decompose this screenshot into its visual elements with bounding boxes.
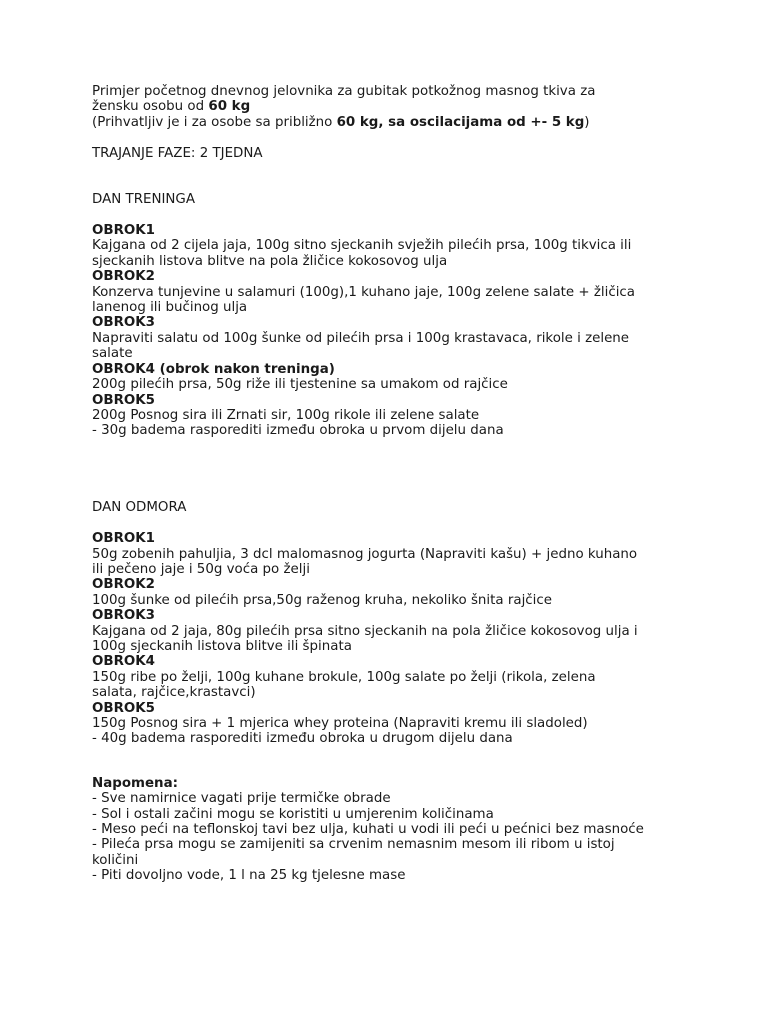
meal-label: OBROK4 (obrok nakon treninga) [92, 361, 335, 377]
notes-section [92, 776, 692, 884]
meal-text: sjeckanih listova blitve na pola žličice kokosovog ulja [92, 253, 448, 269]
spacer [92, 515, 692, 531]
intro-line-3-end: ) [584, 114, 590, 130]
note-item: količini [92, 852, 139, 868]
intro-weight-range: 60 kg, sa oscilacijama od +- 5 kg [336, 114, 585, 130]
meal-text: 50g zobenih pahuljia, 3 dcl malomasnog jogurta (Napraviti kašu) + jedno kuhano [92, 546, 638, 562]
spacer [92, 747, 692, 776]
rest-day-meals [92, 531, 692, 747]
meal-text: Konzerva tunjevine u salamuri (100g),1 kuhano jaje, 100g zelene salate + žličica [92, 284, 635, 300]
spacer [92, 207, 692, 223]
meal-label: OBROK2 [92, 269, 155, 285]
meal-text: 150g Posnog sira + 1 mjerica whey proteina (Napraviti kremu ili sladoled) [92, 716, 588, 731]
meal-text: 100g sjeckanih listova blitve ili špinata [92, 638, 352, 654]
meal-text: 100g šunke od pilećih prsa,50g raženog kruha, nekoliko šnita rajčice [92, 592, 552, 608]
document-body [92, 84, 692, 884]
rest-day-title: DAN ODMORA [92, 499, 187, 515]
note-item: - Piti dovoljno vode, 1 l na 25 kg tjelesne mase [92, 868, 406, 884]
meal-text: lanenog ili bučinog ulja [92, 300, 248, 316]
meal-text: 200g pilećih prsa, 50g riže ili tjestenine sa umakom od rajčice [92, 377, 508, 393]
meal-text: - 40g badema rasporediti između obroka u drugom dijelu dana [92, 731, 513, 747]
meal-text: salate [92, 346, 133, 362]
note-item: - Sve namirnice vagati prije termičke obrade [92, 791, 391, 807]
meal-label: OBROK5 [92, 700, 155, 716]
meal-label: OBROK5 [92, 392, 155, 408]
intro-line-3-text: (Prihvatljiv je i za osobe sa približno [92, 114, 337, 130]
intro-weight: 60 kg [208, 99, 251, 115]
meal-text: Napraviti salatu od 100g šunke od pilećih prsa i 100g krastavaca, rikole i zelene [92, 330, 630, 346]
note-item: - Pileća prsa mogu se zamijeniti sa crvenim nemasnim mesom ili ribom u istoj [92, 837, 615, 853]
meal-label: OBROK3 [92, 608, 155, 624]
meal-label: OBROK3 [92, 315, 155, 331]
intro-line-2 [92, 99, 692, 114]
intro-line-1: Primjer početnog dnevnog jelovnika za gubitak potkožnog masnog tkiva za [92, 84, 596, 99]
note-item: - Sol i ostali začini mogu se koristiti u umjerenim količinama [92, 806, 494, 822]
note-item: - Meso peći na teflonskoj tavi bez ulja, kuhati u vodi ili peći u pećnici bez masnoće [92, 822, 644, 838]
spacer [92, 439, 692, 500]
spacer [92, 130, 692, 146]
meal-text: 150g ribe po želji, 100g kuhane brokule, 100g salate po želji (rikola, zelena [92, 669, 596, 685]
training-day-title: DAN TRENINGA [92, 191, 195, 207]
notes-title: Napomena: [92, 775, 178, 791]
meal-text: Kajgana od 2 jaja, 80g pilećih prsa sitno sjeckanih na pola žličice kokosovog ulja i [92, 623, 638, 639]
meal-label: OBROK1 [92, 531, 155, 547]
meal-label: OBROK1 [92, 223, 155, 239]
training-day-meals [92, 223, 692, 439]
meal-text: 200g Posnog sira ili Zrnati sir, 100g rikole ili zelene salate [92, 407, 480, 423]
intro-line-3 [92, 115, 692, 130]
meal-text: ili pečeno jaje i 50g voća po želji [92, 561, 310, 577]
phase-duration: TRAJANJE FAZE: 2 TJEDNA [92, 146, 263, 162]
meal-label: OBROK2 [92, 577, 155, 593]
meal-text: - 30g badema rasporediti između obroka u prvom dijelu dana [92, 423, 504, 439]
meal-label: OBROK4 [92, 654, 155, 670]
spacer [92, 162, 692, 192]
intro-line-2-text: žensku osobu od [92, 99, 209, 115]
meal-text: Kajgana od 2 cijela jaja, 100g sitno sjeckanih svježih pilećih prsa, 100g tikvica ili [92, 238, 632, 254]
meal-text: salata, rajčice,krastavci) [92, 685, 256, 701]
